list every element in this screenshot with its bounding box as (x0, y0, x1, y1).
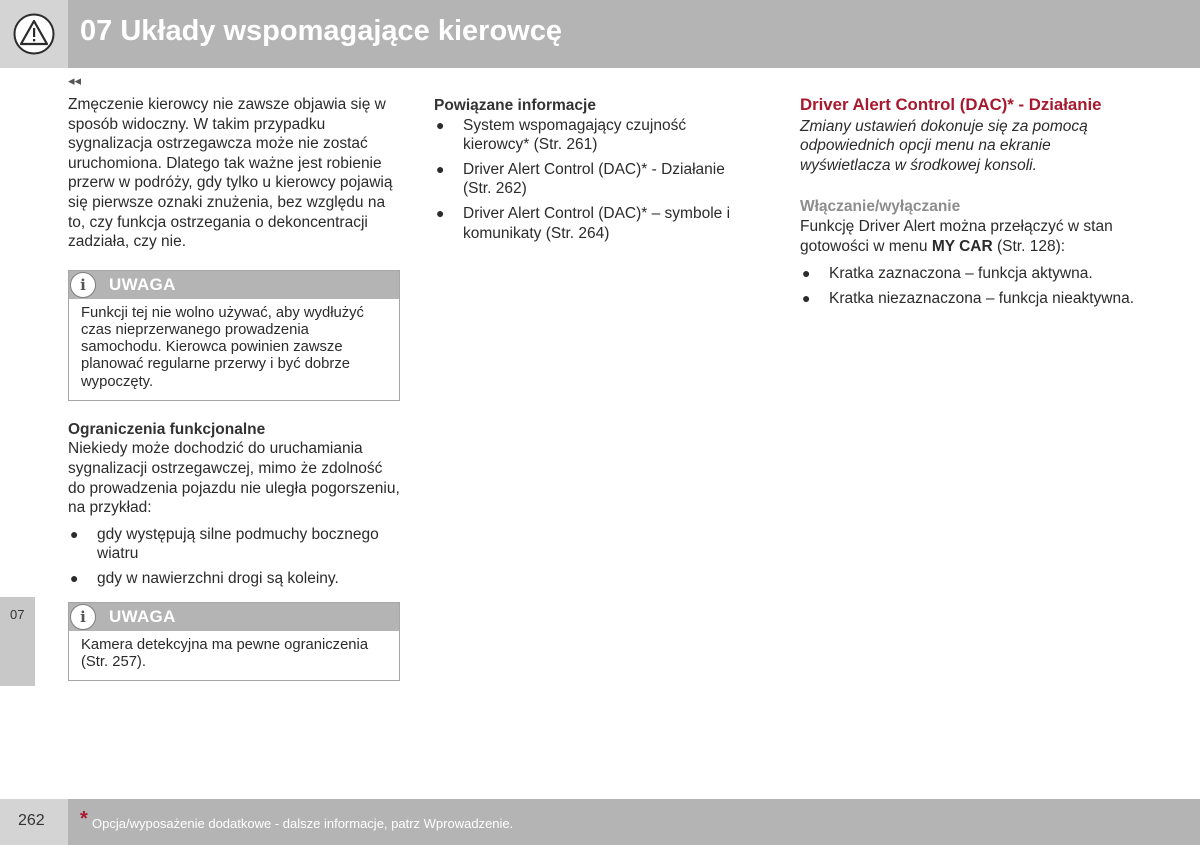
continued-marker: ◂◂ (68, 73, 82, 88)
limits-list (68, 525, 400, 589)
bullet-icon: ● (436, 160, 445, 177)
notice-body: Funkcji tej nie wolno używać, aby wydłużyć czas nieprzerwanego prowadzenia samochodu. Kierowca powinien zawsze planować regularne przerwy i być dobrze wypoczęty. (81, 304, 364, 390)
list-item-text: Kratka zaznaczona – funkcja aktywna. (829, 265, 1093, 283)
toggle-text-part: Funkcję Driver Alert można przełączyć w stan gotowości w menu (800, 217, 1113, 255)
notice-body: Kamera detekcyjna ma pewne ograniczenia (Str. 257). (81, 636, 369, 670)
asterisk-mark: * (80, 808, 88, 830)
page-number-box (0, 799, 68, 845)
notice-title: UWAGA (109, 606, 176, 626)
section-intro: Zmiany ustawień dokonuje się za pomocą odpowiednich opcji menu na ekranie wyświetlacza w środkowej konsoli. (800, 117, 1088, 174)
page-number: 262 (18, 812, 45, 829)
bullet-icon: ● (70, 569, 79, 586)
related-link[interactable]: System wspomagający czujność kierowcy* (Str. 261) (463, 116, 687, 154)
bullet-icon: ● (802, 289, 811, 306)
column-left (68, 95, 400, 681)
list-item (800, 289, 1135, 309)
related-info-list (434, 116, 744, 244)
toggle-text-part: (Str. 128): (992, 237, 1066, 255)
info-icon: i (70, 272, 96, 298)
list-item (68, 525, 400, 564)
column-middle (434, 95, 744, 248)
page-header (0, 0, 1200, 68)
list-item (68, 569, 400, 589)
related-link[interactable]: Driver Alert Control (DAC)* – symbole i komunikaty (Str. 264) (463, 204, 731, 242)
list-item-text: gdy występują silne podmuchy bocznego wiatru (97, 525, 379, 563)
bullet-icon: ● (802, 265, 811, 282)
page-footer (0, 799, 1200, 845)
notice-box-1 (68, 270, 400, 401)
toggle-heading: Włączanie/wyłączanie (800, 198, 961, 216)
toggle-text (800, 217, 1135, 256)
warning-triangle-icon (13, 13, 55, 55)
menu-name: MY CAR (931, 237, 993, 255)
info-icon: i (70, 604, 96, 630)
bullet-icon: ● (436, 116, 445, 133)
footer-note: Opcja/wyposażenie dodatkowe - dalsze informacje, patrz Wprowadzenie. (92, 816, 514, 831)
toggle-list (800, 264, 1135, 308)
chapter-title: 07 Układy wspomagające kierowcę (80, 15, 562, 47)
limits-heading: Ograniczenia funkcjonalne (68, 420, 266, 438)
chapter-side-tab (0, 597, 35, 686)
list-item (434, 160, 744, 199)
related-link[interactable]: Driver Alert Control (DAC)* - Działanie (Str. 262) (463, 160, 725, 198)
list-item-text: gdy w nawierzchni drogi są koleiny. (97, 569, 339, 587)
section-heading: Driver Alert Control (DAC)* - Działanie (800, 95, 1102, 114)
header-icon-box (0, 0, 68, 68)
limits-text: Niekiedy może dochodzić do uruchamiania sygnalizacji ostrzegawczej, mimo że zdolność do prowadzenia pojazdu nie uległa pogorszeniu, na przykład: (68, 440, 400, 517)
list-item (800, 264, 1135, 284)
list-item-text: Kratka niezaznaczona – funkcja nieaktywna. (829, 289, 1135, 307)
notice-header (69, 271, 399, 299)
list-item (434, 116, 744, 155)
related-info-heading: Powiązane informacje (434, 97, 596, 114)
notice-box-2 (68, 602, 400, 681)
list-item (434, 204, 744, 243)
bullet-icon: ● (70, 525, 79, 542)
column-right (800, 95, 1135, 313)
footer-bar (68, 799, 1200, 845)
chapter-number: 07 (10, 607, 25, 622)
notice-title: UWAGA (109, 274, 176, 294)
notice-header (69, 603, 399, 631)
fatigue-paragraph: Zmęczenie kierowcy nie zawsze objawia się w sposób widoczny. W takim przypadku sygnalizacja ostrzegawcza może nie zostać uruchomiona. Dlatego tak ważne jest robienie przerw w podróży, gdy tylko u kierowcy pojawią się pierwsze oznaki znużenia, bez względu na to, czy funkcja ostrzegania o dekoncentracji zadziała, czy nie. (68, 96, 393, 251)
bullet-icon: ● (436, 204, 445, 221)
